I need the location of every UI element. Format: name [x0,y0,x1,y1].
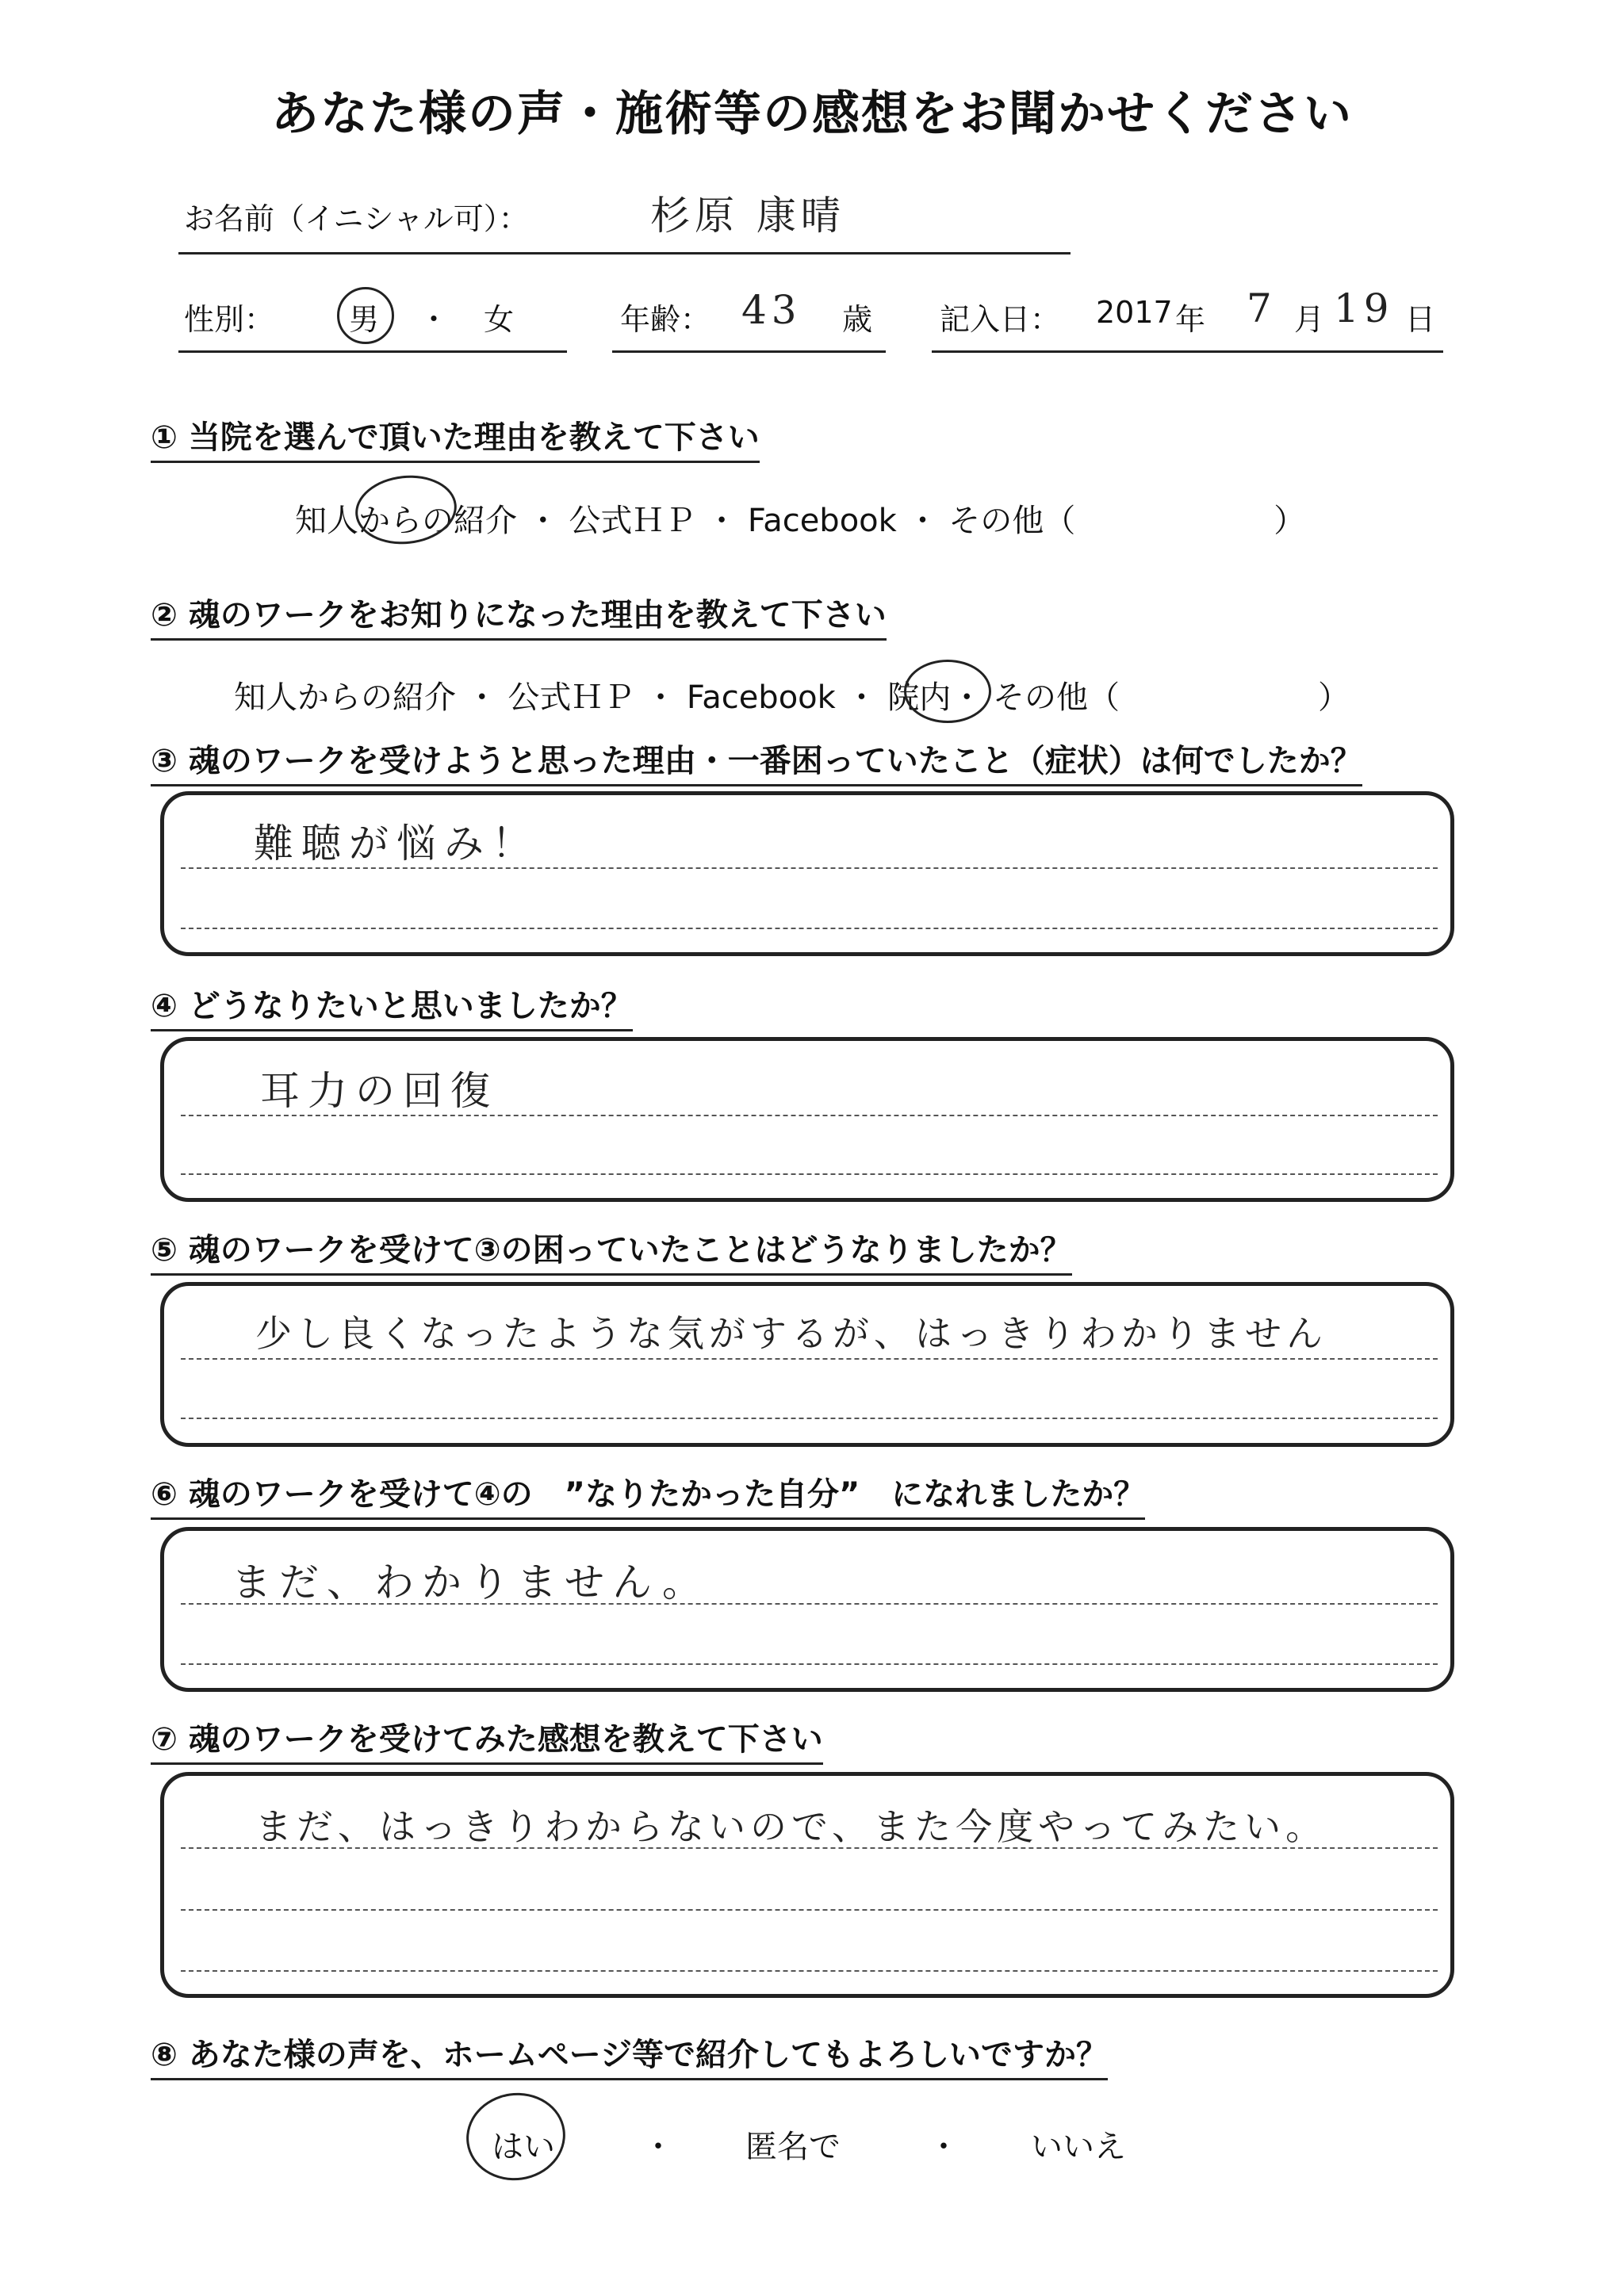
gender-male-circle [337,287,394,344]
q6-dash-line [181,1663,1438,1665]
q8-option-yes[interactable]: はい [492,2129,555,2165]
gender-female[interactable]: 女 [484,302,515,337]
q4-dash-line [181,1173,1438,1175]
q2-option-close: ） [1317,679,1350,716]
age-value[interactable]: 43 [741,287,802,333]
q7-heading: ⑦ 魂のワークを受けてみた感想を教えて下さい [151,1714,823,1765]
q8-heading: ⑧ あなた様の声を、ホームページ等で紹介してもよろしいですか？ [151,2030,1108,2080]
q3-heading: ③ 魂のワークを受けようと思った理由・一番困っていたこと（症状）は何でしたか？ [151,736,1362,786]
page-title: あなた様の声・施術等の感想をお聞かせください [271,86,1353,142]
gender-separator: ・ [419,302,450,337]
age-unit: 歳 [842,302,873,337]
q2-option-innai[interactable]: 院内 [887,679,952,716]
q2-heading: ② 魂のワークをお知りになった理由を教えて下さい [151,590,887,641]
name-underline [178,252,1071,254]
date-month-unit: 月 [1294,302,1325,337]
name-value[interactable]: 杉原 康晴 [650,193,845,239]
date-label: 記入日： [940,302,1061,337]
q1-option-rest[interactable]: 紹介 ・ 公式ＨＰ ・ Facebook ・ その他（ [454,503,1076,539]
date-year: 2017 [1096,295,1173,330]
q1-option-kara-no[interactable]: からの [358,503,454,539]
q8-selected-circle [461,2087,571,2187]
q5-dash-line [181,1418,1438,1419]
q2-option-list[interactable]: 知人からの紹介 ・ 公式ＨＰ ・ Facebook ・ [234,679,888,716]
date-underline [932,350,1443,353]
q8-separator: ・ [928,2129,959,2165]
q3-answer-text: 難聴が悩み！ [254,821,539,867]
name-label: お名前（イニシャル可）： [184,201,529,236]
gender-underline [178,350,567,353]
q8-option-no[interactable]: いいえ [1031,2129,1126,2165]
q4-answer-text: 耳力の回復 [260,1068,498,1114]
date-day-unit: 日 [1405,302,1436,337]
q5-answer-text: 少し良くなったような気がするが、はっきりわかりません [255,1312,1327,1355]
age-underline [612,350,886,353]
gender-male[interactable]: 男 [349,302,380,337]
date-day[interactable]: 19 [1334,285,1394,331]
q7-answer-text: まだ、はっきりわからないので、また今度やってみたい。 [255,1805,1327,1848]
q2-options [234,672,1350,718]
q1-option-chijin[interactable]: 知人 [295,503,358,539]
q2-option-other[interactable]: ・ その他（ [951,679,1120,716]
q5-dash-line [181,1358,1438,1360]
q5-heading: ⑤ 魂のワークを受けて③の困っていたことはどうなりましたか？ [151,1225,1072,1276]
gender-label: 性別： [184,302,275,337]
date-month[interactable]: 7 [1247,285,1277,331]
q6-answer-text: まだ、わかりません。 [232,1559,710,1605]
q2-selected-circle [904,660,991,723]
age-label: 年齢： [620,302,711,337]
q8-separator: ・ [642,2129,674,2165]
q4-heading: ④ どうなりたいと思いましたか？ [151,981,633,1031]
q3-dash-line [181,928,1438,929]
q8-option-anonymous[interactable]: 匿名で [745,2129,841,2165]
q6-heading: ⑥ 魂のワークを受けて④の ”なりたかった自分” になれましたか？ [151,1469,1145,1520]
q7-dash-line [181,1970,1438,1972]
date-year-unit: 年 [1175,302,1206,337]
q1-heading: ① 当院を選んで頂いた理由を教えて下さい [151,412,760,463]
q7-dash-line [181,1909,1438,1911]
q1-option-close: ） [1274,503,1306,539]
